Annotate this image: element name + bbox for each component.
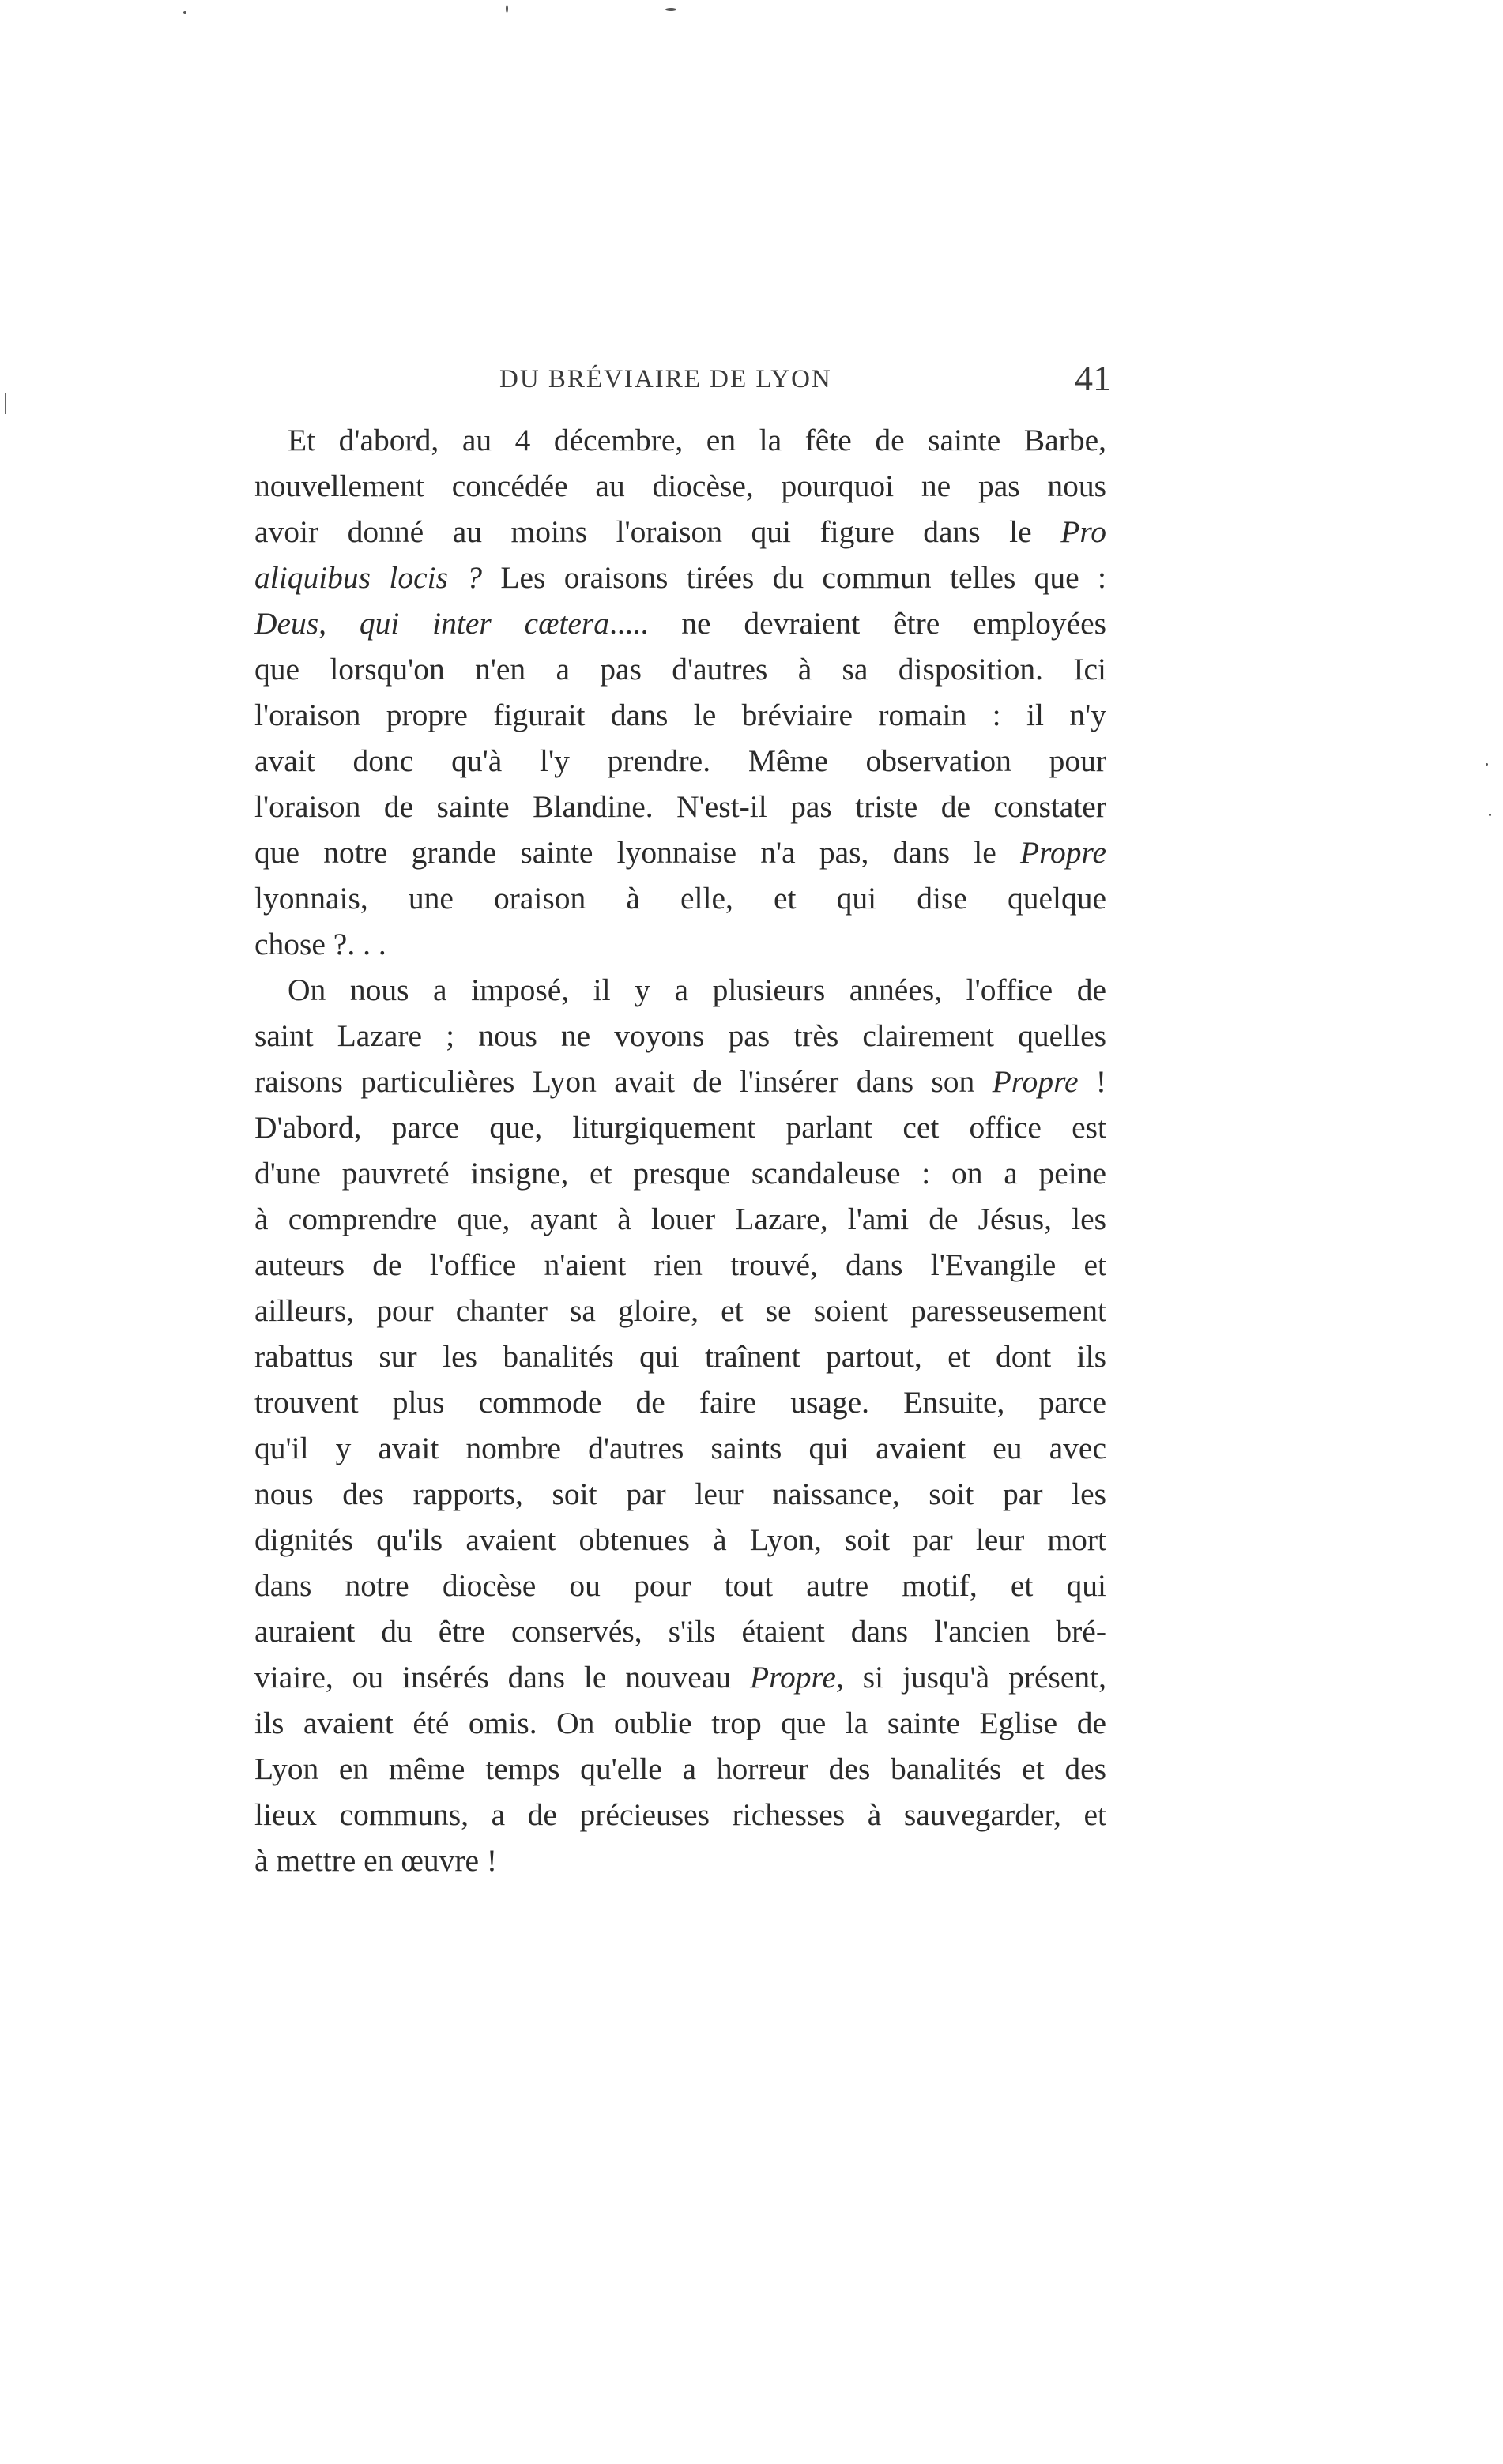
text-line: lieux communs, a de précieuses richesses à sauvegarder, et [254, 1797, 1106, 1832]
text-line: avoir donné au moins l'oraison qui figure dans le Pro [254, 514, 1106, 549]
text-line: que notre grande sainte lyonnaise n'a pas, dans le Propre [254, 835, 1106, 870]
text-line: Deus, qui inter cætera..... ne devraient être employées [254, 606, 1106, 641]
running-head [258, 357, 1111, 404]
text-line: nouvellement concédée au diocèse, pourquoi ne pas nous [254, 468, 1106, 503]
text-line: l'oraison propre figurait dans le bréviaire romain : il n'y [254, 698, 1106, 732]
scan-speck [665, 8, 676, 11]
text-line: ailleurs, pour chanter sa gloire, et se soient paresseusement [254, 1293, 1106, 1328]
text-line: Lyon en même temps qu'elle a horreur des banalités et des [254, 1751, 1106, 1786]
text-line: lyonnais, une oraison à elle, et qui dise quelque [254, 881, 1106, 916]
text-line: ils avaient été omis. On oublie trop que la sainte Eglise de [254, 1706, 1106, 1740]
text-line: d'une pauvreté insigne, et presque scandaleuse : on a peine [254, 1156, 1106, 1191]
text-line: rabattus sur les banalités qui traînent partout, et dont ils [254, 1339, 1106, 1374]
text-line: nous des rapports, soit par leur naissance, soit par les [254, 1477, 1106, 1511]
scan-speck [506, 5, 508, 13]
text-line: avait donc qu'à l'y prendre. Même observation pour [254, 743, 1106, 778]
text-line: auteurs de l'office n'aient rien trouvé, dans l'Evangile et [254, 1247, 1106, 1282]
text-line: dignités qu'ils avaient obtenues à Lyon, soit par leur mort [254, 1522, 1106, 1557]
text-line: Et d'abord, au 4 décembre, en la fête de sainte Barbe, [288, 423, 1106, 457]
scan-speck [1489, 814, 1491, 816]
text-line: viaire, ou insérés dans le nouveau Propre, si jusqu'à présent, [254, 1660, 1106, 1695]
text-line: D'abord, parce que, liturgiquement parlant cet office est [254, 1110, 1106, 1145]
text-line: qu'il y avait nombre d'autres saints qui avaient eu avec [254, 1431, 1106, 1465]
text-line: à comprendre que, ayant à louer Lazare, l'ami de Jésus, les [254, 1202, 1106, 1236]
text-line: trouvent plus commode de faire usage. Ensuite, parce [254, 1385, 1106, 1420]
text-line: On nous a imposé, il y a plusieurs années, l'office de [288, 972, 1106, 1007]
text-line: que lorsqu'on n'en a pas d'autres à sa disposition. Ici [254, 652, 1106, 687]
text-line: chose ?. . . [254, 927, 386, 961]
text-line: l'oraison de sainte Blandine. N'est-il pas triste de constater [254, 789, 1106, 824]
text-line: dans notre diocèse ou pour tout autre motif, et qui [254, 1568, 1106, 1603]
text-line: à mettre en œuvre ! [254, 1843, 498, 1878]
scan-speck [1486, 763, 1488, 766]
text-line: auraient du être conservés, s'ils étaient dans l'ancien bré- [254, 1614, 1106, 1649]
running-title: DU BRÉVIAIRE DE LYON [499, 365, 832, 393]
body-text [254, 417, 1106, 1883]
scan-edge-mark [5, 393, 6, 414]
page-number: 41 [1075, 358, 1111, 398]
scan-speck [183, 11, 186, 14]
text-line: aliquibus locis ? Les oraisons tirées du commun telles que : [254, 560, 1106, 595]
text-line: saint Lazare ; nous ne voyons pas très clairement quelles [254, 1018, 1106, 1053]
text-line: raisons particulières Lyon avait de l'insérer dans son Propre ! [254, 1064, 1106, 1099]
